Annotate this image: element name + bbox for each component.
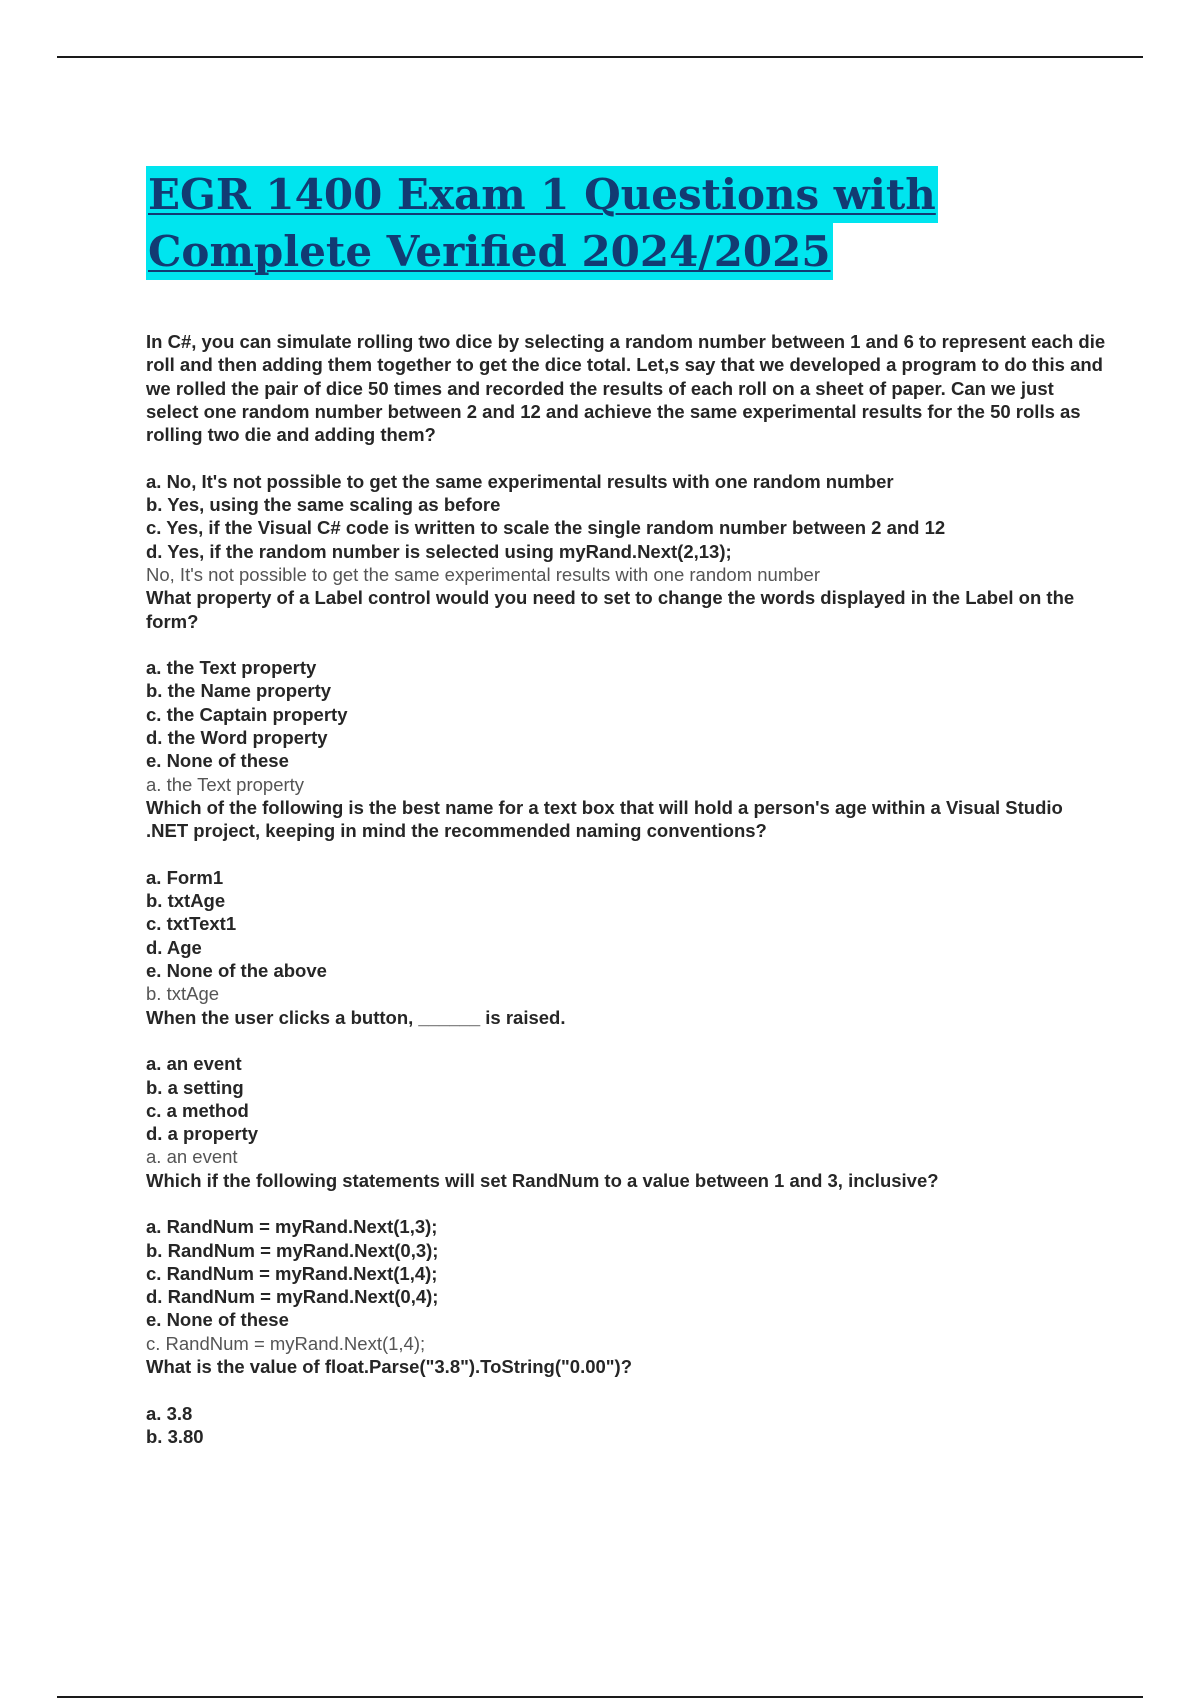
option-a: a. No, It's not possible to get the same experimental results with one random number [146,470,894,492]
question-2 [146,586,1106,796]
document-body [146,166,1106,1448]
answer-text: a. an event [146,1146,238,1168]
question-text: When the user clicks a button, ______ is raised. [146,1006,566,1028]
question-text: Which if the following statements will set RandNum to a value between 1 and 3, inclusive? [146,1169,939,1191]
option-a: a. 3.8 [146,1402,193,1424]
answer-text: a. the Text property [146,773,305,795]
option-b: b. txtAge [146,890,226,912]
question-text: Which of the following is the best name for a text box that will hold a person's age within a Visual Studio .NET project, keeping in mind the recommended naming conventions? [146,796,1063,842]
footer-rule [57,1696,1143,1698]
options-list [146,656,1106,772]
answer-text: b. txtAge [146,983,220,1005]
option-a: a. Form1 [146,866,224,888]
option-c: c. txtText1 [146,913,237,935]
question-1 [146,330,1106,586]
question-3 [146,796,1106,1006]
header-rule [57,56,1143,58]
option-a: a. the Text property [146,657,317,679]
options-list [146,1052,1106,1145]
options-list [146,1402,1106,1449]
option-b: b. 3.80 [146,1425,204,1447]
answer-text: No, It's not possible to get the same experimental results with one random number [146,563,820,585]
option-c: c. a method [146,1099,249,1121]
question-4 [146,1006,1106,1169]
option-a: a. RandNum = myRand.Next(1,3); [146,1216,438,1238]
option-c: c. RandNum = myRand.Next(1,4); [146,1262,438,1284]
question-text: What property of a Label control would you need to set to change the words displayed in the Label on the form? [146,587,1075,632]
option-d: d. the Word property [146,727,328,749]
question-5 [146,1169,1106,1355]
option-b: b. Yes, using the same scaling as before [146,494,501,516]
options-list [146,1215,1106,1331]
option-a: a. an event [146,1053,242,1075]
options-list [146,866,1106,982]
option-c: c. the Captain property [146,703,348,725]
answer-text: c. RandNum = myRand.Next(1,4); [146,1332,426,1354]
option-b: b. a setting [146,1076,244,1098]
option-c: c. Yes, if the Visual C# code is written to scale the single random number between 2 and 12 [146,517,946,539]
option-e: e. None of the above [146,960,327,982]
option-d: d. Age [146,936,202,958]
title-line-2: Complete Verified 2024/2025 [146,223,833,280]
option-d: d. Yes, if the random number is selected using myRand.Next(2,13); [146,540,732,562]
question-text: In C#, you can simulate rolling two dice by selecting a random number between 1 and 6 to represent each die roll and then adding them together to get the dice total. Let,s say that we developed a program to do this and we rolled the pair of dice 50 times and recorded the results of each roll on a sheet of paper. Can we just select one random number between 2 and 12 and achieve the same experimental results for the 50 rolls as rolling two die and adding them? [146,331,1106,446]
option-b: b. RandNum = myRand.Next(0,3); [146,1239,439,1261]
options-list [146,470,1106,563]
option-e: e. None of these [146,750,289,772]
option-d: d. a property [146,1123,259,1145]
option-e: e. None of these [146,1309,289,1331]
title-line-1: EGR 1400 Exam 1 Questions with [146,166,938,223]
question-6 [146,1355,1106,1448]
question-text: What is the value of float.Parse("3.8").ToString("0.00")? [146,1356,633,1378]
document-title [146,166,1106,280]
option-b: b. the Name property [146,680,332,702]
option-d: d. RandNum = myRand.Next(0,4); [146,1286,439,1308]
